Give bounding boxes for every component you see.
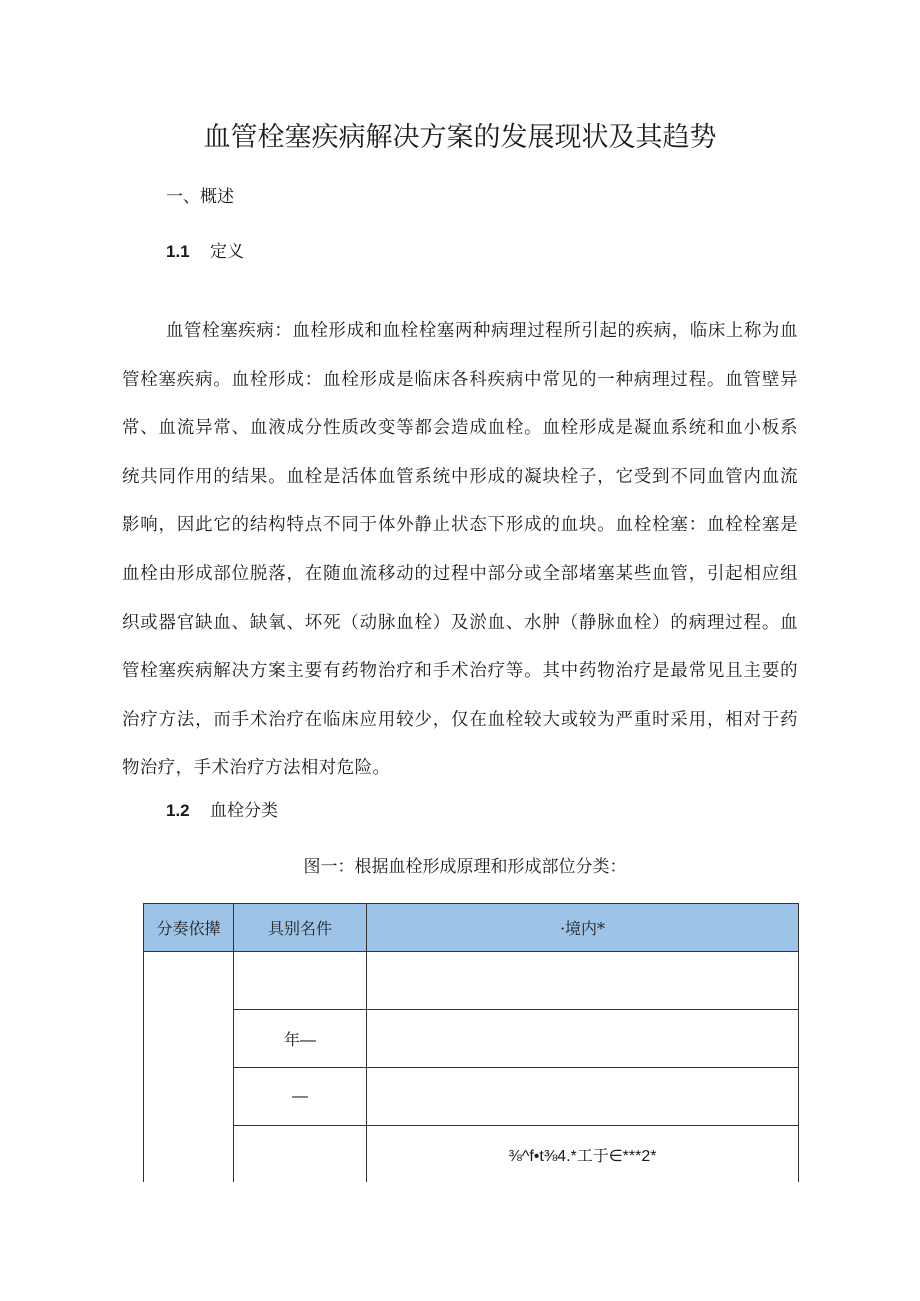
subsection-number: 1.2 (166, 801, 190, 820)
table-cell: 年— (234, 1010, 367, 1068)
subsection-number: 1.1 (166, 242, 190, 261)
table-row (144, 1126, 799, 1183)
table-header-cell: 具别名件 (234, 904, 367, 952)
table-row (144, 952, 799, 1010)
table-cell-merged (144, 952, 234, 1183)
definition-paragraph: 血管栓塞疾病：血栓形成和血栓栓塞两种病理过程所引起的疾病，临床上称为血管栓塞疾病。血栓形成：血栓形成是临床各科疾病中常见的一种病理过程。血管壁异常、血流异常、血液成分性质改变等都会造成血栓。血栓形成是凝血系统和血小板系统共同作用的结果。血栓是活体血管系统中形成的凝块栓子，它受到不同血管内血流影响，因此它的结构特点不同于体外静止状态下形成的血块。血栓栓塞：血栓栓塞是血栓由形成部位脱落，在随血流移动的过程中部分或全部堵塞某些血管，引起相应组织或器官缺血、缺氧、坏死（动脉血栓）及淤血、水肿（静脉血栓）的病理过程。血管栓塞疾病解决方案主要有药物治疗和手术治疗等。其中药物治疗是最常见且主要的治疗方法，而手术治疗在临床应用较少，仅在血栓较大或较为严重时采用，相对于药物治疗，手术治疗方法相对危险。 (122, 321, 798, 779)
subsection-heading-classification (166, 797, 278, 825)
table-cell: ⅜^f•t⅜4.*工于∈***2* (367, 1126, 799, 1183)
subsection-label: 血栓分类 (210, 801, 278, 821)
table-header-row (144, 904, 799, 952)
table-row (144, 1068, 799, 1126)
table-row (144, 1010, 799, 1068)
document-title: 血管栓塞疾病解决方案的发展现状及其趋势 (203, 122, 717, 153)
subsection-label: 定义 (210, 242, 244, 262)
table-cell (367, 1068, 799, 1126)
figure-caption: 图一：根据血栓形成原理和形成部位分类： (303, 857, 627, 877)
subsection-heading-definition (166, 238, 244, 266)
classification-table (143, 903, 799, 1182)
table-cell: — (234, 1068, 367, 1126)
table-cell (367, 952, 799, 1010)
table-cell (234, 952, 367, 1010)
section-heading-overview: 一、概述 (166, 187, 234, 207)
table-header-cell: 分奏依撵 (144, 904, 234, 952)
table-cell (234, 1126, 367, 1183)
table-cell (367, 1010, 799, 1068)
table-header-cell: ·境内* (367, 904, 799, 952)
